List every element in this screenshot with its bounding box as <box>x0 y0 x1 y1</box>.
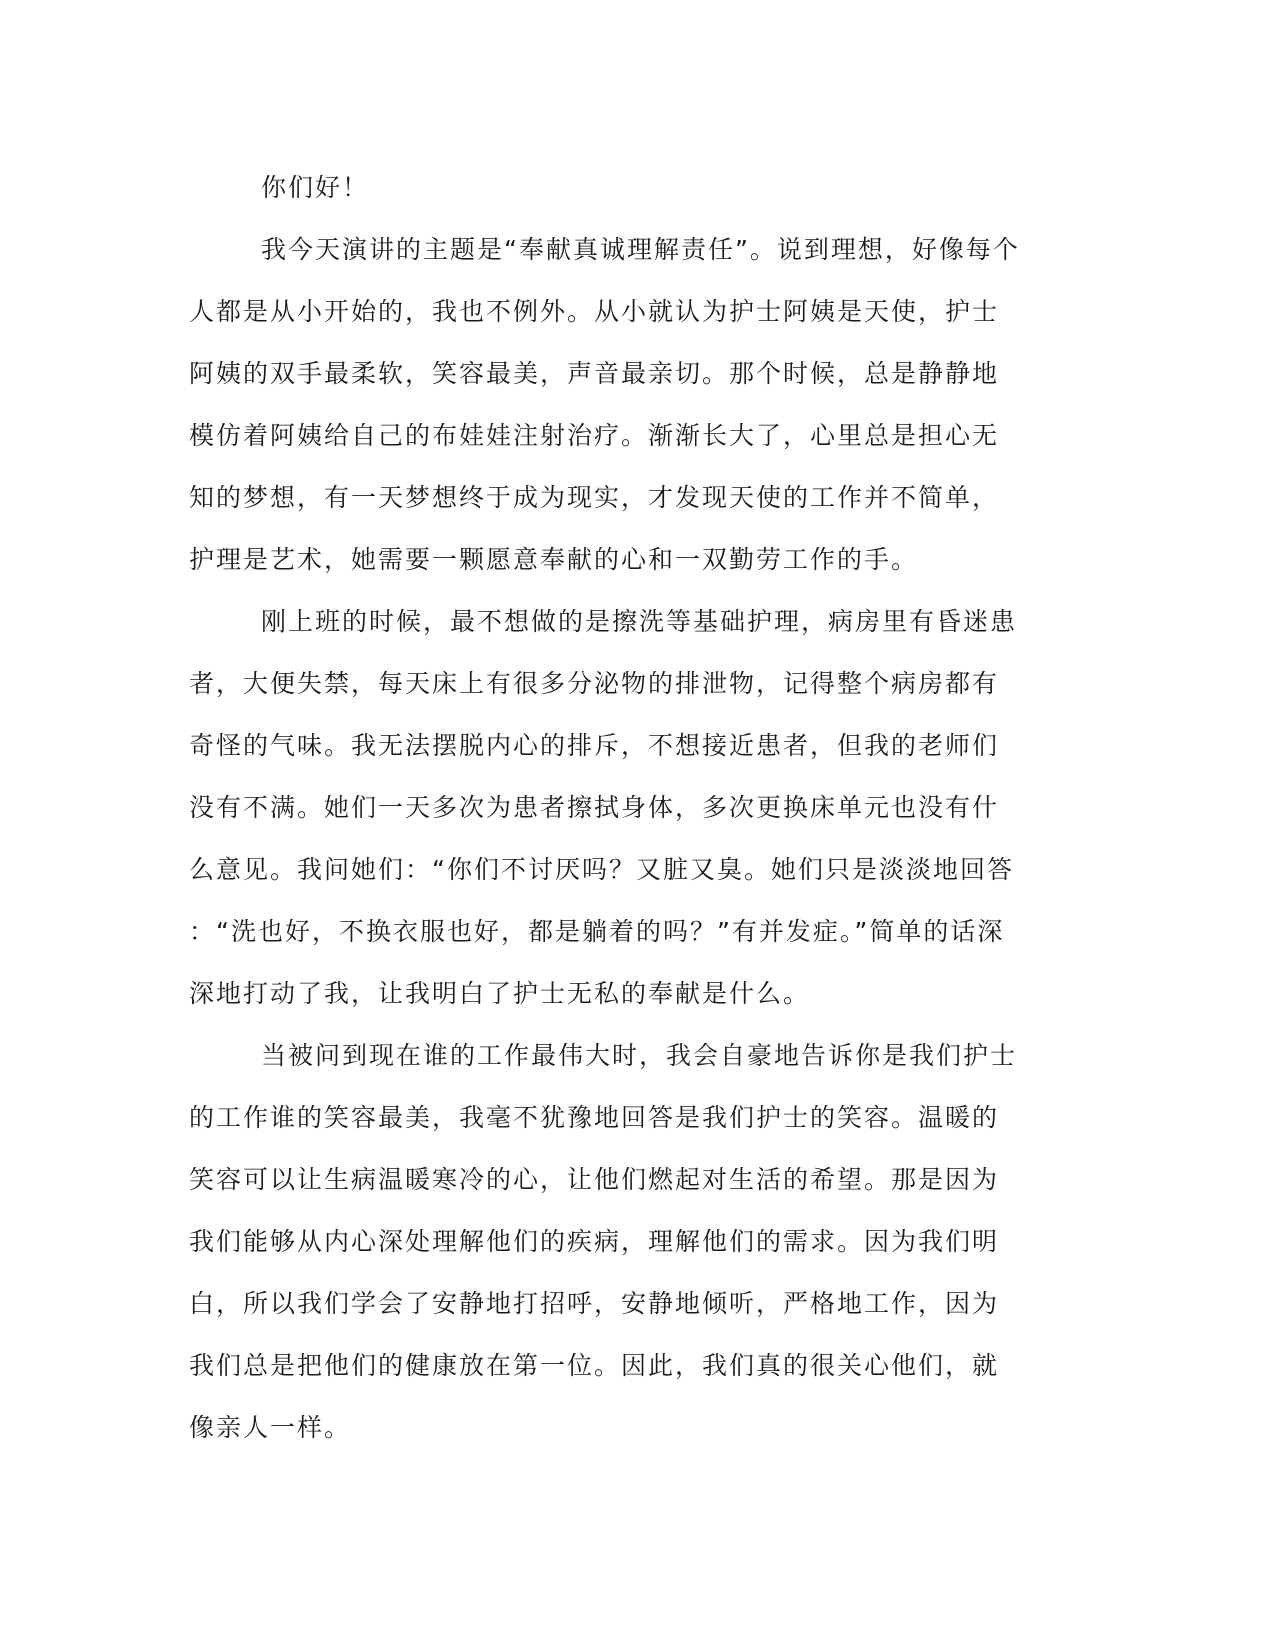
text-line: 护理是艺术，她需要一颗愿意奉献的心和一双勤劳工作的手。 <box>189 545 919 574</box>
text-line: 模仿着阿姨给自己的布娃娃注射治疗。渐渐长大了，心里总是担心无 <box>189 421 1000 450</box>
text-line: 奇怪的气味。我无法摆脱内心的排斥，不想接近患者，但我的老师们 <box>189 731 1000 760</box>
document-body <box>189 157 1069 1459</box>
text-line: 没有不满。她们一天多次为患者擦拭身体，多次更换床单元也没有什 <box>189 793 1000 822</box>
text-line: 么意见。我问她们：“你们不讨厌吗？又脏又臭。她们只是淡淡地回答 <box>189 855 1014 884</box>
text-line: 像亲人一样。 <box>189 1413 352 1442</box>
text-line: 知的梦想，有一天梦想终于成为现实，才发现天使的工作并不简单， <box>189 483 1000 512</box>
text-line: 当被问到现在谁的工作最伟大时，我会自豪地告诉你是我们护士 <box>261 1041 1018 1070</box>
greeting-line: 你们好！ <box>261 173 370 202</box>
text-line: 我们能够从内心深处理解他们的疾病，理解他们的需求。因为我们明 <box>189 1227 1000 1256</box>
text-line: 深地打动了我，让我明白了护士无私的奉献是什么。 <box>189 979 811 1008</box>
text-line: 白，所以我们学会了安静地打招呼，安静地倾听，严格地工作，因为 <box>189 1289 1000 1318</box>
paragraph-3 <box>189 1025 1069 1459</box>
paragraph-2 <box>189 591 1069 1025</box>
text-line: 我们总是把他们的健康放在第一位。因此，我们真的很关心他们，就 <box>189 1351 1000 1380</box>
text-line: 刚上班的时候，最不想做的是擦洗等基础护理，病房里有昏迷患 <box>261 607 1018 636</box>
text-line: 人都是从小开始的，我也不例外。从小就认为护士阿姨是天使，护士 <box>189 297 1000 326</box>
text-line: 我今天演讲的主题是“奉献真诚理解责任”。说到理想，好像每个 <box>261 235 1020 264</box>
paragraph-1 <box>189 219 1069 591</box>
text-line: ：“洗也好，不换衣服也好，都是躺着的吗？”有并发症。”简单的话深 <box>189 917 1005 946</box>
text-line: 阿姨的双手最柔软，笑容最美，声音最亲切。那个时候，总是静静地 <box>189 359 1000 388</box>
text-line: 的工作谁的笑容最美，我毫不犹豫地回答是我们护士的笑容。温暖的 <box>189 1103 1000 1132</box>
text-line: 者，大便失禁，每天床上有很多分泌物的排泄物，记得整个病房都有 <box>189 669 1000 698</box>
text-line: 笑容可以让生病温暖寒冷的心，让他们燃起对生活的希望。那是因为 <box>189 1165 1000 1194</box>
